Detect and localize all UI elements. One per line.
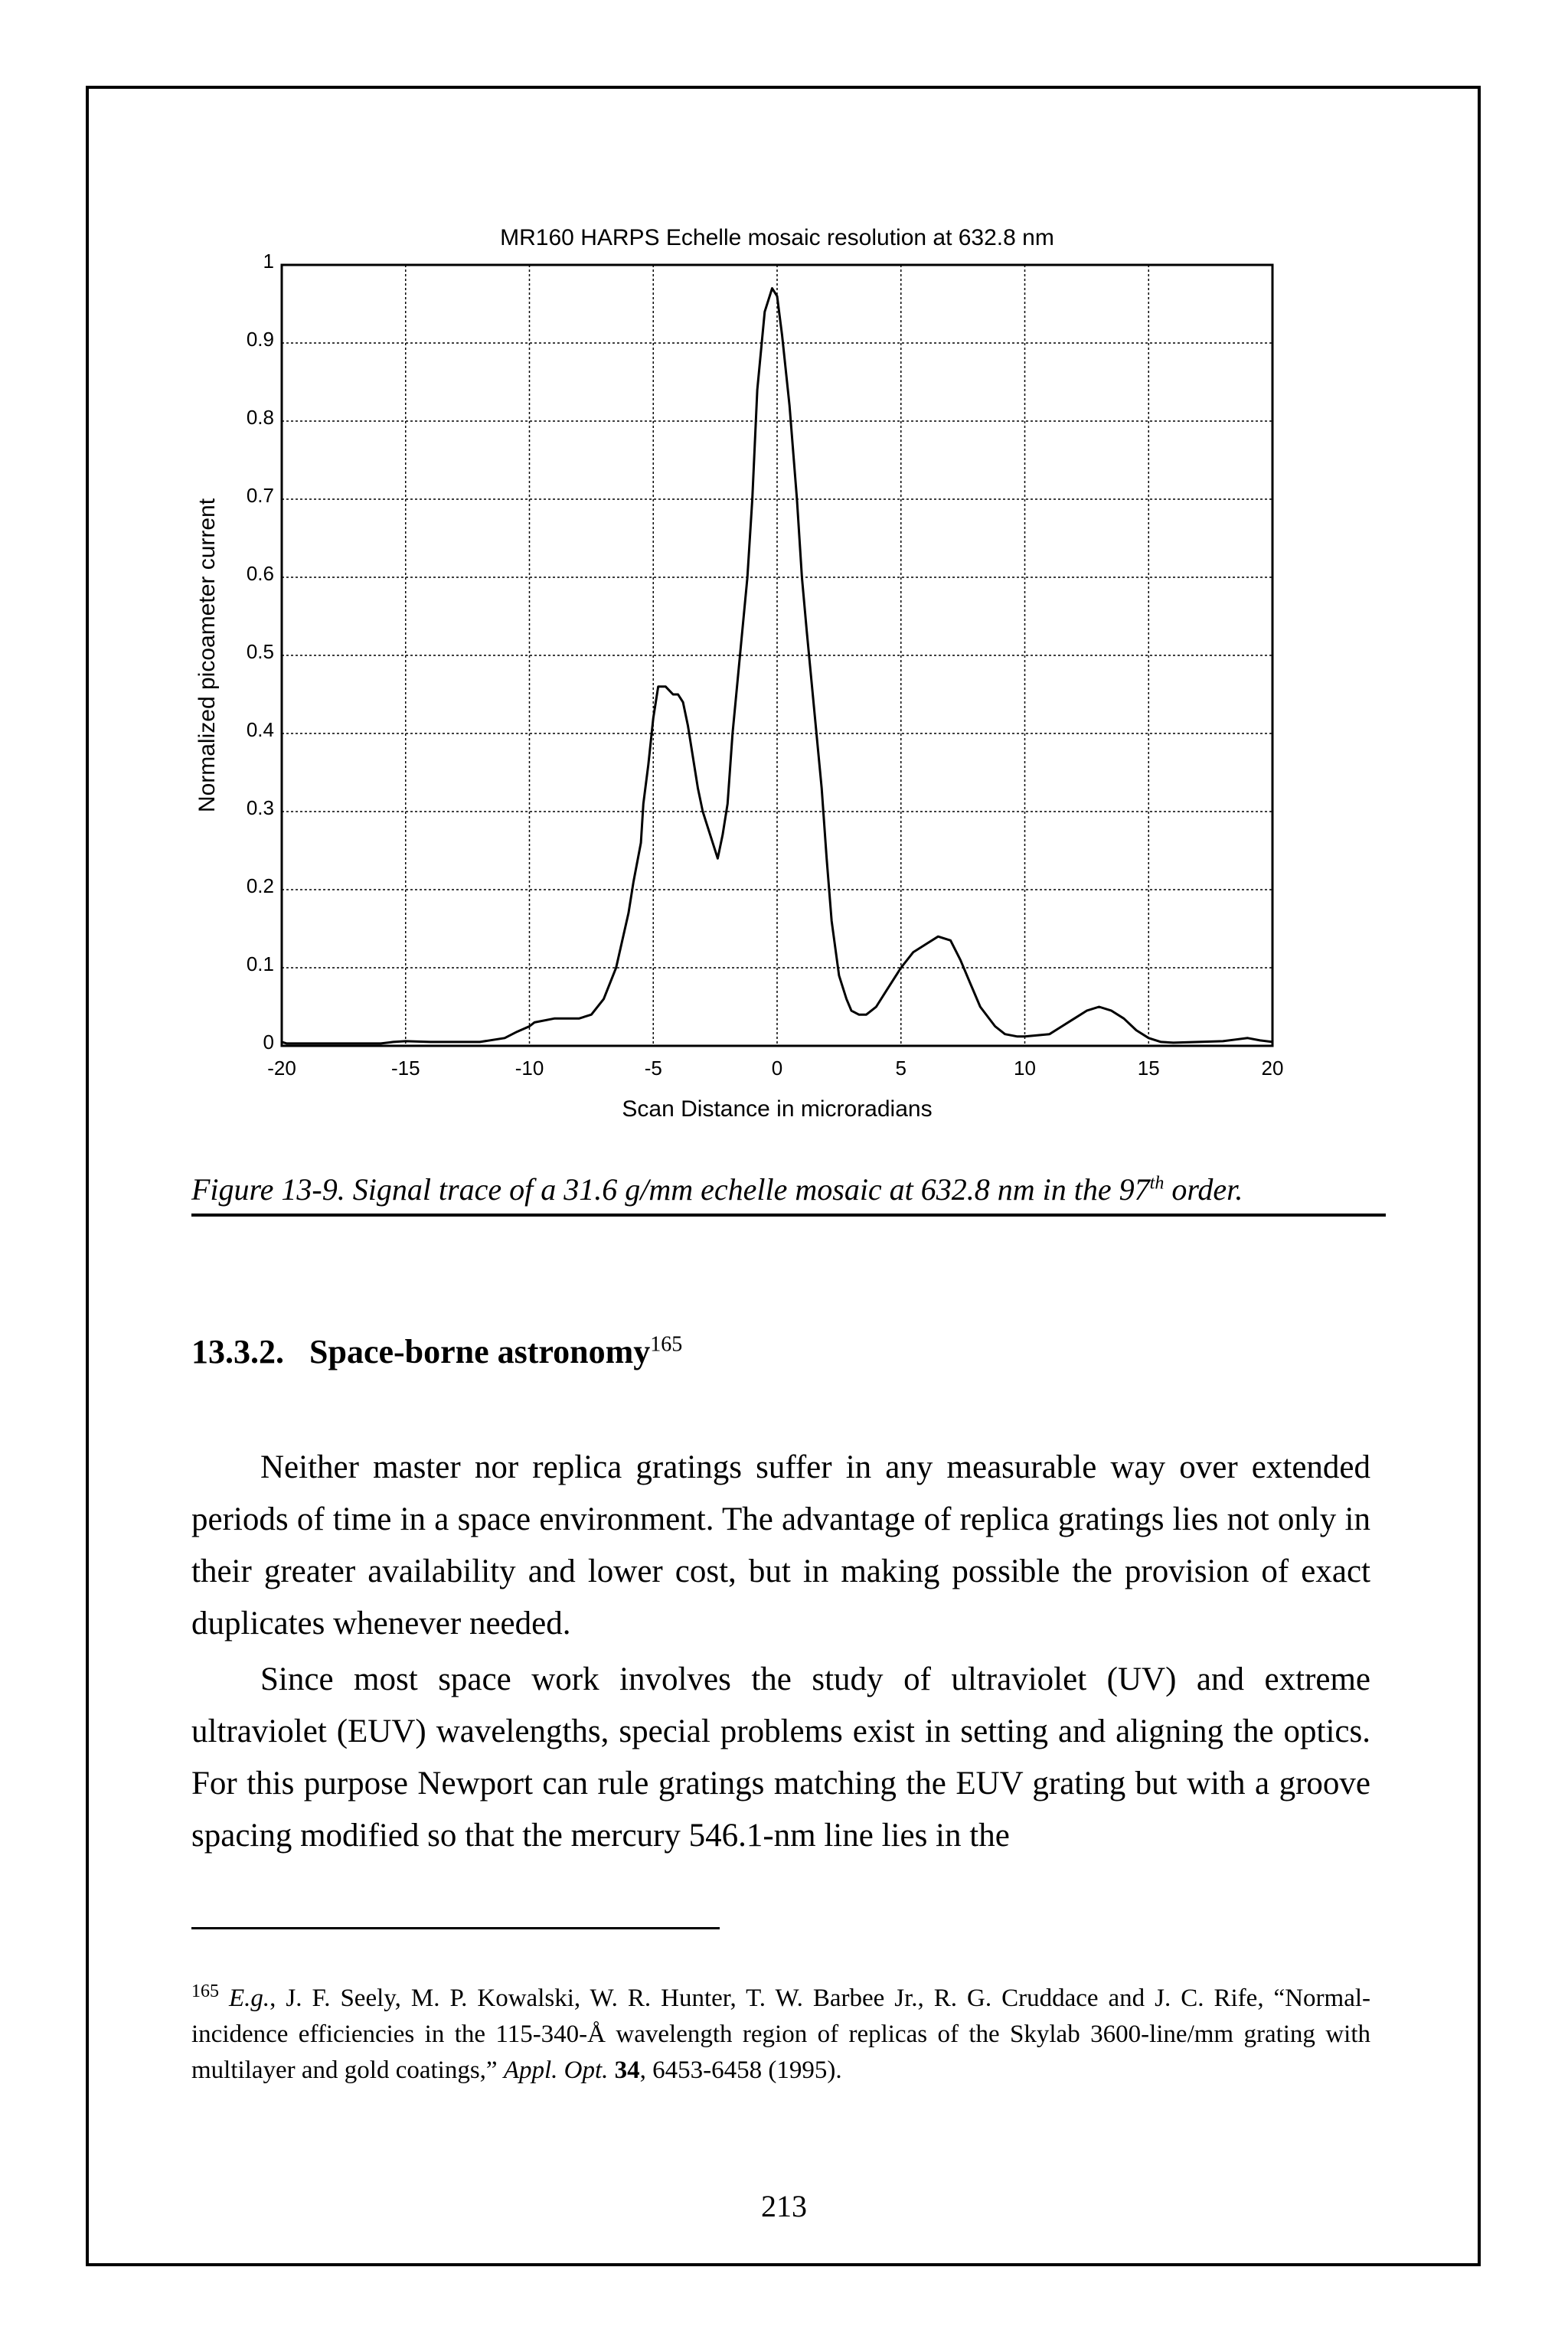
y-tick-label: 0.6 (246, 562, 274, 585)
figure-caption (191, 1171, 1386, 1217)
y-axis-label: Normalized picoameter current (194, 498, 220, 813)
page-number: 213 (761, 2189, 807, 2223)
y-tick-label: 0.4 (246, 718, 274, 741)
y-tick-label: 0.2 (246, 874, 274, 897)
y-tick-label: 0.8 (246, 406, 274, 429)
x-tick-label: -10 (514, 1057, 544, 1080)
y-tick-label: 0.1 (246, 952, 274, 975)
x-tick-label: 10 (1014, 1057, 1036, 1080)
x-tick-label: -5 (644, 1057, 662, 1080)
y-tick-label: 0.5 (246, 640, 274, 663)
chart-title: MR160 HARPS Echelle mosaic resolution at 632.8 nm (500, 225, 1054, 250)
body-paragraph: Neither master nor replica gratings suffer in any measurable way over extended periods of time in a space environment. The advantage of replica gratings lies not only in their greater availability and lower cost, but in making possible the provision of exact duplicates whenever needed. (191, 1449, 1370, 1642)
footnote (191, 1974, 1370, 2089)
caption-text: Figure 13-9. Signal trace of a 31.6 g/mm echelle mosaic at 632.8 nm in the 97 (191, 1172, 1150, 1207)
caption-tail: order. (1164, 1172, 1243, 1207)
section-heading (191, 1332, 682, 1371)
footnote-separator (191, 1927, 720, 1929)
body-paragraph: Since most space work involves the study of ultraviolet (UV) and extreme ultraviolet (EUV) wavelengths, special problems exist in setting and aligning the optics. For this purpose Newport can rule gratings matching the EUV grating but with a groove spacing modified so that the mercury 546.1-nm line lies in the (191, 1661, 1370, 1854)
x-tick-label: 15 (1137, 1057, 1160, 1080)
footnote-volume: 34 (614, 2056, 640, 2084)
footnote-pages: , 6453-6458 (1995). (639, 2056, 842, 2084)
x-tick-label: 5 (895, 1057, 906, 1080)
x-axis-label: Scan Distance in microradians (622, 1096, 933, 1122)
y-tick-label: 1 (263, 250, 274, 273)
x-tick-label: 0 (771, 1057, 783, 1080)
y-tick-label: 0 (263, 1031, 274, 1054)
section-number: 13.3.2. (191, 1333, 284, 1370)
y-tick-label: 0.9 (246, 328, 274, 351)
signal-trace-chart (184, 207, 1302, 1125)
x-tick-label: -20 (267, 1057, 296, 1080)
section-title: Space-borne astronomy (309, 1333, 651, 1370)
x-tick-label: -15 (390, 1057, 420, 1080)
footnote-eg: E.g. (229, 1984, 270, 2012)
footnote-authors: , J. F. Seely, M. P. Kowalski, W. R. Hunter, T. W. Barbee Jr., R. G. Cruddace and J. C. Rife, “Normal-incidence efficiencies in the 115-340-Å wavelength region of replicas of the Skylab 3600-line/mm grating with multilayer and gold coatings,” (191, 1984, 1370, 2084)
y-tick-label: 0.7 (246, 484, 274, 507)
x-tick-label: 20 (1261, 1057, 1284, 1080)
section-footnote-ref: 165 (650, 1332, 683, 1357)
y-tick-label: 0.3 (246, 796, 274, 819)
footnote-number: 165 (191, 1981, 219, 2001)
caption-superscript: th (1149, 1173, 1165, 1194)
footnote-journal: Appl. Opt. (503, 2056, 609, 2084)
